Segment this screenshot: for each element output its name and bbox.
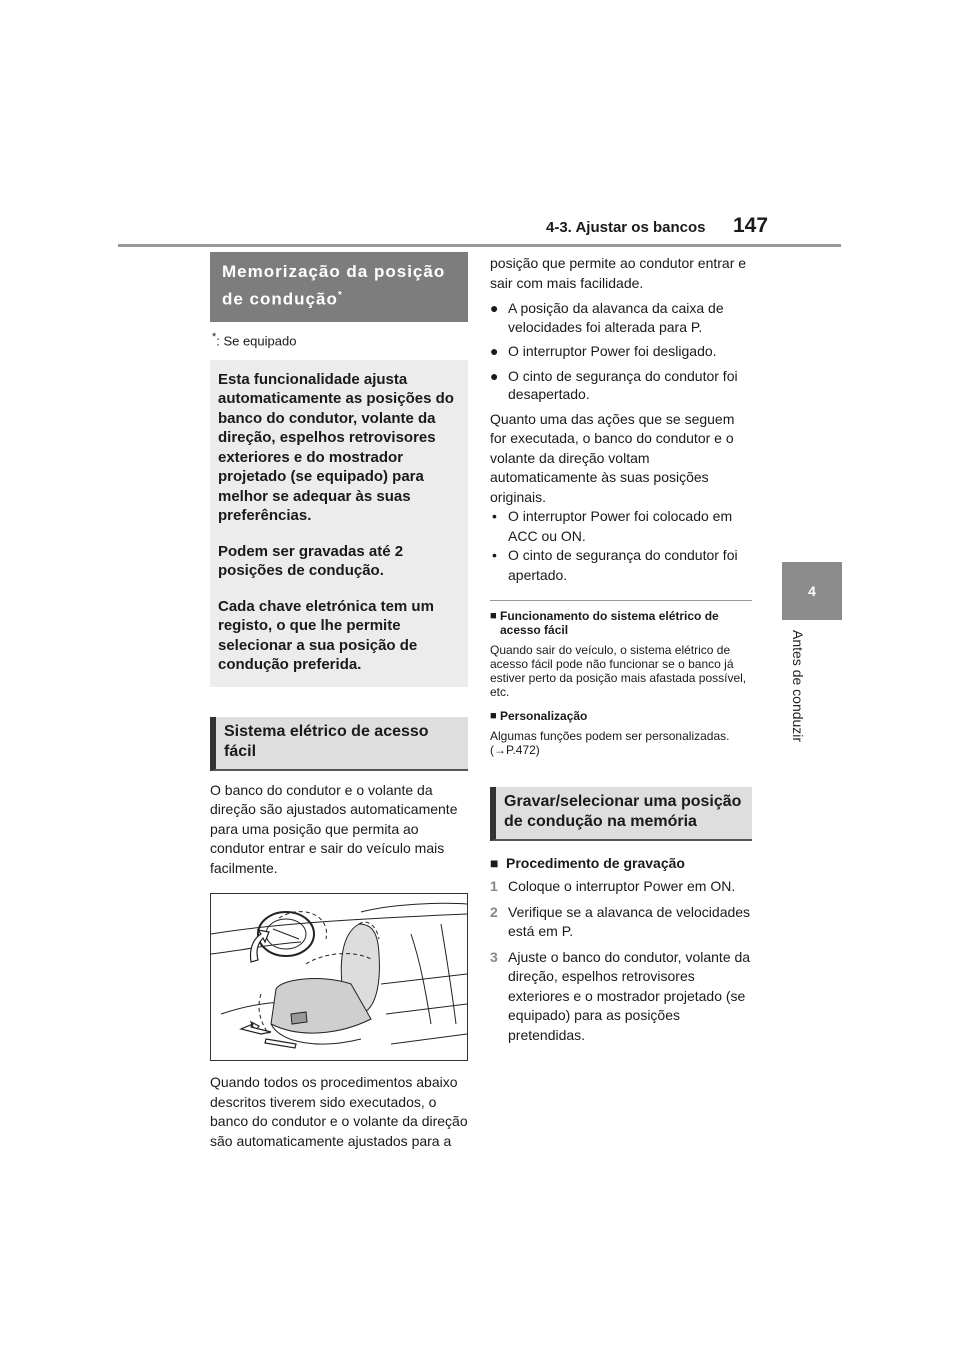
dot-icon: • — [492, 547, 497, 563]
note-heading — [490, 709, 752, 723]
list-item-text: O cinto de segurança do condutor foi apertado. — [508, 547, 738, 583]
summary-paragraph: Podem ser gravadas até 2 posições de condução. — [218, 542, 404, 580]
chapter-tab[interactable]: 4 — [782, 562, 842, 620]
step-text: Ajuste o banco do condutor, volante da direção, espelhos retrovisores exteriores e o mostrador projetado (se equipado) para as posições pretendidas. — [508, 948, 751, 1043]
note-text: Quando sair do veículo, o sistema elétrico de acesso fácil pode não funcionar se o banco já estiver perto da posição mais afastada possível, etc. — [490, 643, 747, 699]
note-heading — [490, 609, 752, 637]
customization-text[interactable]: Algumas funções podem ser personalizadas. (→P.472) — [490, 729, 730, 757]
step-item — [490, 903, 752, 942]
procedure-steps — [490, 877, 752, 1045]
procedure-heading — [490, 855, 752, 871]
list-item-text: A posição da alavanca da caixa de velocidades foi alterada para P. — [508, 300, 724, 335]
summary-paragraph: Cada chave eletrónica tem um registo, o que lhe permite selecionar a sua posição de condução preferida. — [218, 597, 434, 674]
list-item — [490, 546, 752, 585]
divider — [490, 600, 752, 601]
footnote — [212, 331, 468, 348]
memo-summary-box — [210, 360, 468, 687]
record-section-heading: Gravar/selecionar uma posição de condução na memória — [490, 787, 752, 841]
dot-icon: • — [492, 508, 497, 524]
seat-steering-diagram — [211, 894, 467, 1060]
note-title-text: Funcionamento do sistema elétrico de acesso fácil — [500, 609, 719, 637]
header-rule — [118, 244, 841, 247]
right-column — [490, 254, 752, 1051]
square-icon: ■ — [490, 610, 497, 622]
step-number: 3 — [490, 948, 498, 965]
summary-paragraph: Esta funcionalidade ajusta automaticamente as posições do banco do condutor, volante da direção, espelhos retrovisores exteriores e do mostrador projetado (se equipado) para melhor se adequar às suas preferências. — [218, 370, 454, 525]
return-description: Quanto uma das ações que se seguem for executada, o banco do condutor e o volante da direção voltam automaticamente às suas posições originais. — [490, 410, 735, 505]
header-section-title: 4-3. Ajustar os bancos — [546, 219, 706, 236]
step-number: 1 — [490, 878, 498, 894]
list-item — [490, 342, 752, 361]
step-item — [490, 948, 752, 1046]
bullet-icon: ● — [490, 367, 499, 384]
step-text: Verifique se a alavanca de velocidades está em P. — [508, 903, 751, 939]
access-section-heading: Sistema elétrico de acesso fácil — [210, 717, 468, 771]
bullet-icon: ● — [490, 343, 499, 359]
memo-asterisk: * — [337, 290, 343, 301]
memo-section-heading — [210, 252, 468, 322]
list-item — [490, 367, 752, 404]
page-number: 147 — [733, 214, 769, 237]
return-condition-list — [490, 507, 752, 585]
step-item — [490, 877, 752, 897]
list-item-text: O interruptor Power foi desligado. — [508, 343, 717, 359]
step-text: Coloque o interruptor Power em ON. — [508, 878, 736, 894]
condition-list — [490, 299, 752, 404]
after-procedures-text: Quando todos os procedimentos abaixo descritos tiverem sido executados, o banco do condutor e o volante da direção são automaticamente ajustados para a — [210, 1074, 468, 1149]
access-description: O banco do condutor e o volante da direção são ajustados automaticamente para uma posição que permita ao condutor entrar e sair do veículo mais facilmente. — [210, 781, 458, 876]
footnote-text: : Se equipado — [216, 332, 297, 348]
seat-illustration — [210, 893, 468, 1061]
list-item-text: O cinto de segurança do condutor foi desapertado. — [508, 367, 738, 402]
list-item — [490, 507, 752, 546]
list-item-text: O interruptor Power foi colocado em ACC ou ON. — [508, 508, 733, 544]
continued-text: posição que permite ao condutor entrar e sair com mais facilidade. — [490, 255, 747, 291]
square-icon: ■ — [490, 710, 497, 722]
step-number: 2 — [490, 903, 498, 920]
bullet-icon: ● — [490, 300, 499, 316]
memo-title: Memorização da posição de condução — [222, 262, 446, 309]
procedure-title-text: Procedimento de gravação — [506, 855, 685, 871]
note-title-text: Personalização — [500, 709, 588, 723]
chapter-label: Antes de conduzir — [790, 630, 806, 743]
list-item — [490, 299, 752, 336]
square-icon: ■ — [490, 855, 499, 871]
footnote-mark: * — [212, 330, 217, 343]
left-column — [210, 252, 468, 1151]
